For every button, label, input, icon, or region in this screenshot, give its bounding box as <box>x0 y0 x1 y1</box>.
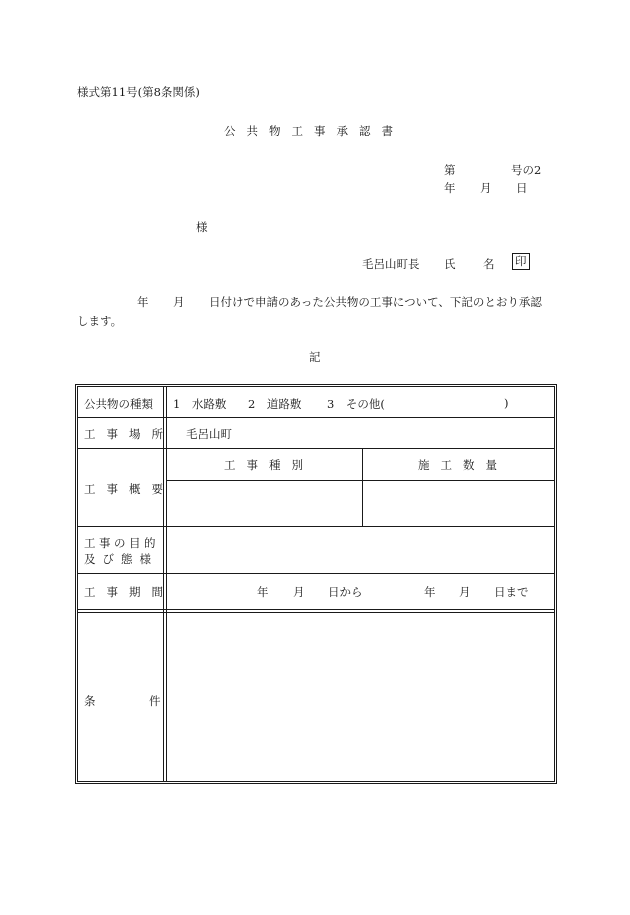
period-to-day: 日まで <box>494 585 529 599</box>
summary-header-divider <box>166 480 554 481</box>
conditions-label-2: 件 <box>149 694 161 708</box>
issuer-title: 毛呂山町長 <box>362 257 420 271</box>
doc-date-day: 日 <box>516 181 528 195</box>
row-divider-3 <box>78 526 554 527</box>
period-from-year: 年 <box>257 585 269 599</box>
approval-table <box>75 384 557 784</box>
ki-label: 記 <box>309 350 321 364</box>
period-to-month: 月 <box>459 585 471 599</box>
addressee-suffix: 様 <box>196 220 208 234</box>
doc-number-prefix: 第 <box>444 163 456 177</box>
body-year: 年 <box>137 295 149 309</box>
period-from-month: 月 <box>293 585 305 599</box>
period-label: 工事期間 <box>84 585 174 599</box>
seal-box <box>512 253 530 270</box>
body-month: 月 <box>173 295 185 309</box>
type-option-3: 3 その他( <box>327 397 385 411</box>
summary-col-quantity: 施工数量 <box>418 458 508 472</box>
body-text-line2: します。 <box>77 314 123 328</box>
body-text-line1: 日付けで申請のあった公共物の工事について、下記のとおり承認 <box>209 295 542 309</box>
document-title: 公共物工事承認書 <box>224 124 404 138</box>
row-divider-4 <box>78 573 554 574</box>
type-label: 公共物の種類 <box>84 397 153 411</box>
row-divider-2 <box>78 448 554 449</box>
conditions-label-1: 条 <box>84 694 96 708</box>
summary-label: 工事概要 <box>84 482 174 496</box>
row-divider-5 <box>78 609 554 613</box>
doc-number-suffix: 号の2 <box>511 163 542 177</box>
doc-date-year: 年 <box>444 181 456 195</box>
row-divider-1 <box>78 417 554 418</box>
period-to-year: 年 <box>424 585 436 599</box>
form-number: 様式第11号(第8条関係) <box>77 85 200 99</box>
issuer-name-label: 氏 名 <box>444 257 503 271</box>
type-option-2: 2 道路敷 <box>248 397 302 411</box>
type-option-1: 1 水路敷 <box>173 397 227 411</box>
summary-column-divider <box>362 448 363 526</box>
place-label: 工事場所 <box>84 427 174 441</box>
period-from-day: 日から <box>328 585 363 599</box>
purpose-label-line2: 及び態様 <box>84 552 158 566</box>
purpose-label-line1: 工事の目的 <box>84 536 159 550</box>
type-option-close: ) <box>504 396 509 410</box>
seal-label: 印 <box>512 253 530 270</box>
summary-col-type: 工事種別 <box>224 458 314 472</box>
doc-date-month: 月 <box>480 181 492 195</box>
place-value: 毛呂山町 <box>186 427 232 441</box>
